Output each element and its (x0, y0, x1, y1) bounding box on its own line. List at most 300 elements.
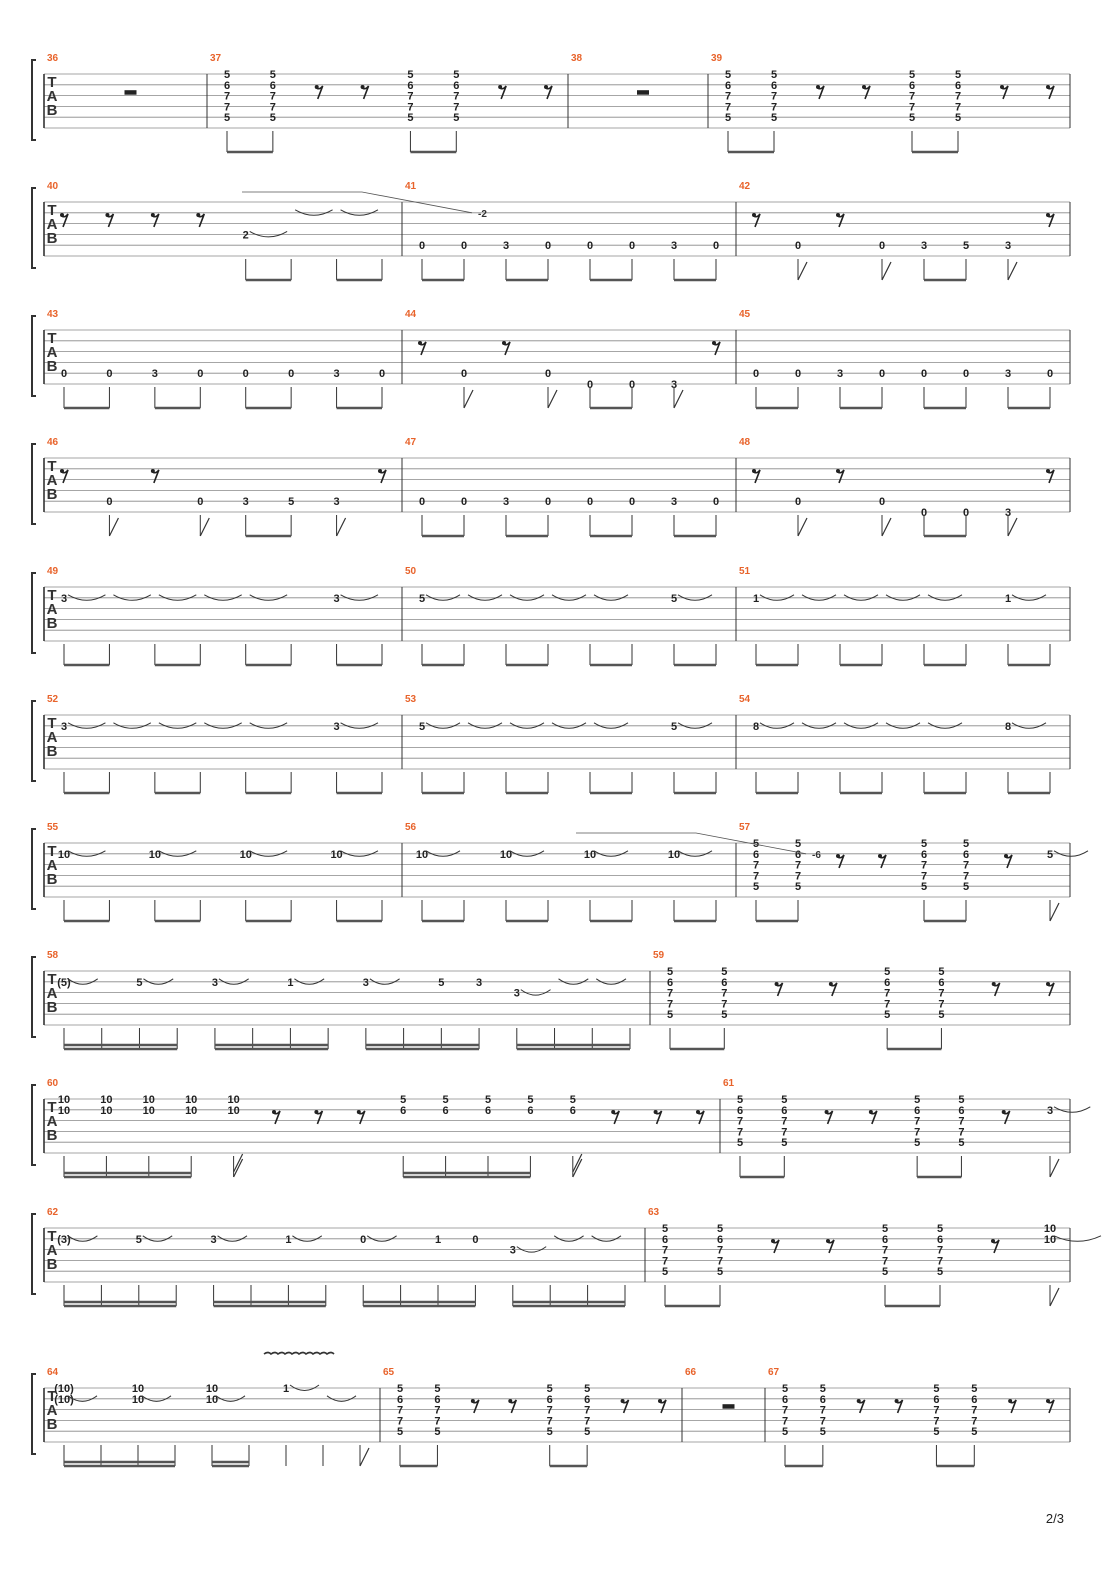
fret-number: 7 (962, 870, 970, 883)
fret-number: 0 (378, 368, 386, 381)
fret-number: 5 (736, 1094, 744, 1106)
tab-clef-letter: T (47, 1228, 57, 1245)
fret-number: 6 (442, 1104, 449, 1117)
fret-number: 6 (936, 1233, 944, 1246)
fret-number: 5 (752, 881, 760, 894)
rest-dot (105, 213, 109, 217)
fret-number: 7 (546, 1404, 553, 1417)
measure (405, 566, 716, 665)
fret-number: 7 (920, 870, 928, 883)
fret-number: 1 (1004, 592, 1012, 605)
fret-number: 8 (1004, 720, 1012, 733)
fret-number: 5 (484, 1094, 492, 1106)
fret-number: 7 (770, 90, 778, 103)
rest-dot (357, 1110, 361, 1114)
measure (405, 822, 716, 921)
fret-number: 3 (210, 1233, 217, 1246)
bend-line (576, 833, 806, 854)
fret-number: 7 (954, 101, 962, 114)
measure-number: 62 (47, 1207, 59, 1218)
fret-number: 5 (584, 1383, 591, 1395)
tab-clef-letter: B (46, 1256, 58, 1273)
measure (47, 694, 382, 793)
fret-number: 6 (881, 1233, 889, 1246)
fret-number: 10 (415, 848, 429, 861)
fret-number: 6 (794, 848, 802, 861)
fret-number: 3 (836, 368, 844, 381)
tab-system (32, 566, 1070, 665)
fret-number: 0 (920, 507, 928, 519)
fret-number: 8 (752, 720, 760, 733)
fret-number: 0 (544, 496, 552, 509)
fret-number: 7 (933, 1415, 940, 1428)
note-flag (1050, 903, 1059, 921)
rest-dot (1002, 1110, 1006, 1114)
fret-number: 3 (476, 976, 483, 989)
measure-number: 44 (405, 309, 417, 320)
rest-dot (816, 85, 820, 89)
fret-number: 6 (584, 1393, 591, 1406)
fret-number: 7 (936, 1244, 944, 1257)
fret-number: 5 (407, 112, 414, 125)
fret-number: 3 (333, 368, 340, 381)
fret-number: 7 (958, 1126, 965, 1139)
fret-number: 3 (670, 240, 678, 253)
rest-dot (992, 982, 996, 986)
measure (47, 309, 385, 408)
fret-number: 0 (712, 496, 720, 509)
measure-number: 63 (648, 1207, 660, 1218)
fret-number: 6 (724, 79, 732, 92)
page-number: 2/3 (1045, 1511, 1064, 1526)
fret-number: 7 (881, 1255, 889, 1268)
fret-number: 7 (954, 90, 962, 103)
fret-number: 10 (330, 848, 343, 861)
tab-clef-letter: T (47, 330, 57, 347)
rest-dot (991, 1239, 995, 1243)
note-flag (674, 390, 683, 408)
rest-dot (60, 213, 64, 217)
fret-number: 6 (962, 848, 970, 861)
note-flag (882, 518, 891, 536)
fret-number: 3 (1046, 1104, 1054, 1117)
fret-number: 5 (884, 966, 891, 978)
measure-number: 65 (383, 1367, 395, 1378)
rest-dot (829, 982, 833, 986)
fret-number: 5 (223, 69, 231, 81)
fret-number: 5 (724, 112, 732, 125)
tab-clef-letter: A (46, 1113, 58, 1130)
fret-number: 7 (396, 1415, 404, 1428)
measure-number: 66 (685, 1367, 697, 1378)
system-brace (32, 316, 36, 396)
fret-number: 7 (716, 1244, 724, 1257)
fret-number: 5 (884, 1009, 891, 1022)
measure-number: 48 (739, 437, 751, 448)
fret-number: 7 (920, 859, 928, 872)
fret-number: 5 (914, 1094, 921, 1106)
measure-number: 46 (47, 437, 59, 448)
fret-number: 5 (958, 1094, 965, 1106)
fret-number: 5 (770, 112, 778, 125)
fret-number: 7 (453, 101, 460, 114)
rest-dot (1004, 854, 1008, 858)
fret-number: 0 (878, 240, 886, 253)
tab-system (32, 309, 1070, 408)
fret-number: 5 (781, 1137, 788, 1150)
fret-number: 0 (544, 240, 552, 253)
fret-number: 5 (716, 1266, 724, 1279)
fret-number: 7 (546, 1415, 553, 1428)
fret-number: 7 (269, 90, 276, 103)
tab-clef-letter: A (46, 216, 58, 233)
fret-number: 7 (794, 859, 802, 872)
fret-number: 5 (781, 1383, 789, 1395)
tab-clef-letter: A (46, 1242, 58, 1259)
fret-number: 5 (442, 1094, 449, 1106)
measure (768, 1367, 1054, 1466)
note-flag (548, 390, 557, 408)
fret-number: 6 (819, 1393, 826, 1406)
fret-number: 6 (569, 1104, 576, 1117)
note-flag (464, 390, 473, 408)
note-flag (200, 518, 209, 536)
measure (405, 309, 720, 408)
fret-number: 0 (197, 368, 204, 381)
fret-number: 0 (794, 240, 802, 253)
fret-number: 0 (460, 240, 468, 253)
tab-clef-letter: A (46, 88, 58, 105)
measure-number: 45 (739, 309, 751, 320)
fret-number: 7 (584, 1404, 591, 1417)
fret-number: 10 (57, 1094, 71, 1106)
fret-number: 5 (400, 1094, 407, 1106)
fret-number: 3 (1004, 507, 1012, 519)
fret-number: 6 (546, 1393, 553, 1406)
fret-number: 6 (908, 79, 916, 92)
fret-number: 10 (142, 1094, 155, 1106)
fret-number: 10 (57, 848, 71, 861)
fret-number: 5 (954, 69, 962, 81)
fret-number: 3 (502, 240, 510, 253)
fret-number: 0 (288, 368, 295, 381)
fret-number: 7 (938, 998, 945, 1011)
tab-clef-letter: A (46, 472, 58, 489)
fret-number: 10 (499, 848, 513, 861)
measure (576, 822, 1088, 921)
tab-clef-letter: T (47, 458, 57, 475)
fret-number: 6 (958, 1104, 965, 1117)
fret-number: 0 (962, 368, 970, 381)
system-brace (32, 1085, 36, 1165)
fret-number: 6 (434, 1393, 441, 1406)
fret-number: 7 (396, 1404, 404, 1417)
fret-number: 7 (721, 987, 728, 1000)
tab-clef-letter: A (46, 1402, 58, 1419)
tab-clef-letter: A (46, 601, 58, 618)
measure-number: 47 (405, 437, 417, 448)
fret-number: 5 (438, 976, 445, 989)
tab-clef-letter: A (46, 729, 58, 746)
measure-number: 59 (653, 950, 665, 961)
rest-dot (378, 469, 382, 473)
tab-clef-letter: A (46, 985, 58, 1002)
measure-number: 50 (405, 566, 417, 577)
fret-number: 5 (1046, 848, 1054, 861)
fret-number: 5 (546, 1383, 553, 1395)
rest-dot (712, 341, 716, 345)
fret-number: 5 (781, 1426, 789, 1439)
tab-clef-letter: T (47, 1388, 57, 1405)
fret-number: 5 (933, 1426, 940, 1439)
fret-number: 7 (914, 1115, 921, 1128)
fret-number: 7 (781, 1415, 789, 1428)
rest-dot (1008, 1399, 1012, 1403)
fret-number: 5 (962, 838, 970, 850)
fret-number: 7 (223, 101, 231, 114)
fret-number: 6 (396, 1393, 404, 1406)
fret-number: 5 (724, 69, 732, 81)
fret-number: 6 (661, 1233, 669, 1246)
tab-clef-letter: B (46, 486, 58, 503)
fret-number: 3 (60, 592, 68, 605)
rest-dot (836, 854, 840, 858)
fret-number: 5 (794, 838, 802, 850)
measure-number: 38 (571, 53, 583, 64)
rest-dot (771, 1239, 775, 1243)
rest-dot (1046, 982, 1050, 986)
rest-dot (471, 1399, 475, 1403)
measure (47, 566, 382, 665)
tab-system (32, 822, 1088, 921)
fret-number: 3 (1004, 368, 1012, 381)
fret-number: 6 (453, 79, 460, 92)
fret-number: 6 (971, 1393, 978, 1406)
tab-system (32, 1353, 1070, 1467)
fret-number: 5 (135, 1233, 142, 1246)
fret-number: 5 (434, 1383, 441, 1395)
fret-number: 10 (100, 1104, 113, 1117)
measure-number: 55 (47, 822, 59, 833)
tie (1054, 1236, 1101, 1242)
tab-clef-letter: T (47, 715, 57, 732)
fret-number: 10 (227, 1104, 240, 1117)
whole-rest (125, 90, 137, 95)
rest-dot (1046, 1399, 1050, 1403)
fret-number: 3 (151, 368, 158, 381)
fret-number: 6 (736, 1104, 744, 1117)
measure-number: 53 (405, 694, 417, 705)
fret-number: 5 (938, 1009, 945, 1022)
tab-clef-letter: B (46, 743, 58, 760)
fret-number: 5 (933, 1383, 940, 1395)
fret-number: 0 (106, 368, 113, 381)
rest-dot (151, 213, 155, 217)
fret-number: 0 (242, 368, 249, 381)
fret-number: 7 (721, 998, 728, 1011)
fret-number: 6 (527, 1104, 534, 1117)
tab-clef-letter: T (47, 843, 57, 860)
fret-number: 5 (908, 112, 916, 125)
measure (739, 437, 1054, 536)
fret-number: 7 (933, 1404, 940, 1417)
fret-number: 5 (716, 1223, 724, 1235)
rest-dot (658, 1399, 662, 1403)
fret-number: 6 (954, 79, 962, 92)
fret-number: 5 (661, 1266, 669, 1279)
rest-dot (611, 1110, 615, 1114)
measure (405, 437, 719, 536)
fret-number: 7 (453, 90, 460, 103)
note-flag (109, 518, 118, 536)
fret-number: 1 (752, 592, 760, 605)
rest-dot (502, 341, 506, 345)
fret-number: 3 (362, 976, 369, 989)
fret-number: 0 (460, 496, 468, 509)
fret-number: 0 (586, 496, 594, 509)
fret-number: 5 (962, 240, 970, 253)
whole-rest (723, 1404, 735, 1409)
fret-number: 5 (288, 496, 295, 509)
fret-number: 10 (57, 1104, 71, 1117)
fret-number: (10) (54, 1383, 74, 1395)
fret-number: 7 (971, 1404, 978, 1417)
rest-dot (836, 213, 840, 217)
fret-number: 5 (569, 1094, 576, 1106)
fret-number: 7 (434, 1415, 441, 1428)
rest-dot (654, 1110, 658, 1114)
fret-number: 5 (407, 69, 414, 81)
measure (739, 566, 1050, 665)
fret-number: 7 (661, 1255, 669, 1268)
fret-number: 0 (106, 496, 113, 509)
fret-number: 5 (819, 1383, 826, 1395)
measure-number: 43 (47, 309, 59, 320)
measure (242, 181, 719, 280)
measure-number: 41 (405, 181, 417, 192)
fret-number: 7 (666, 987, 674, 1000)
fret-number: 10 (185, 1104, 198, 1117)
fret-number: 5 (661, 1223, 669, 1235)
fret-number: 0 (794, 368, 802, 381)
fret-number: 3 (333, 592, 340, 605)
fret-number: 0 (712, 240, 720, 253)
fret-number: 0 (360, 1233, 367, 1246)
fret-number: 5 (936, 1266, 944, 1279)
fret-number: 6 (223, 79, 231, 92)
rest-dot (869, 1110, 873, 1114)
fret-number: 7 (736, 1126, 744, 1139)
fret-number: 5 (962, 881, 970, 894)
fret-number: 5 (938, 966, 945, 978)
tab-system (32, 1078, 1090, 1177)
rest-dot (196, 213, 200, 217)
fret-number: 1 (282, 1383, 290, 1395)
tie (1054, 1107, 1090, 1113)
measure (47, 181, 382, 280)
fret-number: 10 (148, 848, 161, 861)
fret-number: 7 (781, 1126, 788, 1139)
fret-number: 6 (914, 1104, 921, 1117)
measure-number: 52 (47, 694, 59, 705)
fret-number: 0 (460, 368, 468, 381)
system-brace (32, 957, 36, 1037)
fret-number: 0 (544, 368, 552, 381)
fret-number: 6 (716, 1233, 724, 1246)
measure-number: 36 (47, 53, 59, 64)
fret-number: 5 (781, 1094, 788, 1106)
rest-dot (1046, 213, 1050, 217)
tie (1054, 851, 1088, 857)
rest-dot (825, 1110, 829, 1114)
rest-dot (775, 982, 779, 986)
measure-number: 61 (723, 1078, 735, 1089)
fret-number: 7 (914, 1126, 921, 1139)
note-flag (1050, 1288, 1059, 1306)
fret-number: 5 (954, 112, 962, 125)
fret-number: 0 (794, 496, 802, 509)
tab-system (32, 1207, 1101, 1306)
rest-dot (621, 1399, 625, 1403)
rest-dot (836, 469, 840, 473)
fret-number: 5 (794, 881, 802, 894)
fret-number: 3 (502, 496, 510, 509)
fret-number: 10 (227, 1094, 240, 1106)
fret-number: 0 (197, 496, 204, 509)
fret-number: 0 (628, 496, 636, 509)
fret-number: 6 (269, 79, 276, 92)
vibrato-mark (264, 1353, 334, 1355)
fret-number: 5 (453, 69, 460, 81)
fret-number: 3 (670, 379, 678, 391)
fret-number: 3 (920, 240, 928, 253)
fret-number: 7 (819, 1415, 826, 1428)
note-flag (337, 518, 346, 536)
note-flag (882, 262, 891, 280)
fret-number: 5 (819, 1426, 826, 1439)
fret-number: 10 (667, 848, 681, 861)
fret-number: 3 (211, 976, 218, 989)
rest-dot (498, 85, 502, 89)
rest-dot (1046, 85, 1050, 89)
fret-number: 7 (434, 1404, 441, 1417)
fret-number: 0 (418, 496, 426, 509)
measure (383, 1367, 666, 1466)
rest-dot (826, 1239, 830, 1243)
fret-number: 1 (285, 1233, 292, 1246)
fret-number: 6 (770, 79, 778, 92)
fret-number: 5 (546, 1426, 553, 1439)
fret-number: 0 (472, 1233, 479, 1246)
fret-number: 5 (670, 720, 678, 733)
measure (739, 309, 1053, 408)
tab-clef-letter: T (47, 74, 57, 91)
measure-number: 49 (47, 566, 59, 577)
measure (711, 53, 1054, 152)
fret-number: 5 (584, 1426, 591, 1439)
fret-number: 7 (936, 1255, 944, 1268)
fret-number: 5 (770, 69, 778, 81)
fret-number: 5 (881, 1266, 889, 1279)
bend-amount: -6 (812, 849, 821, 861)
fret-number: 3 (333, 720, 340, 733)
measure-number: 67 (768, 1367, 780, 1378)
rest-dot (508, 1399, 512, 1403)
fret-number: 3 (513, 987, 520, 1000)
fret-number: (10) (54, 1393, 74, 1406)
fret-number: 5 (527, 1094, 534, 1106)
measure (653, 950, 1054, 1049)
